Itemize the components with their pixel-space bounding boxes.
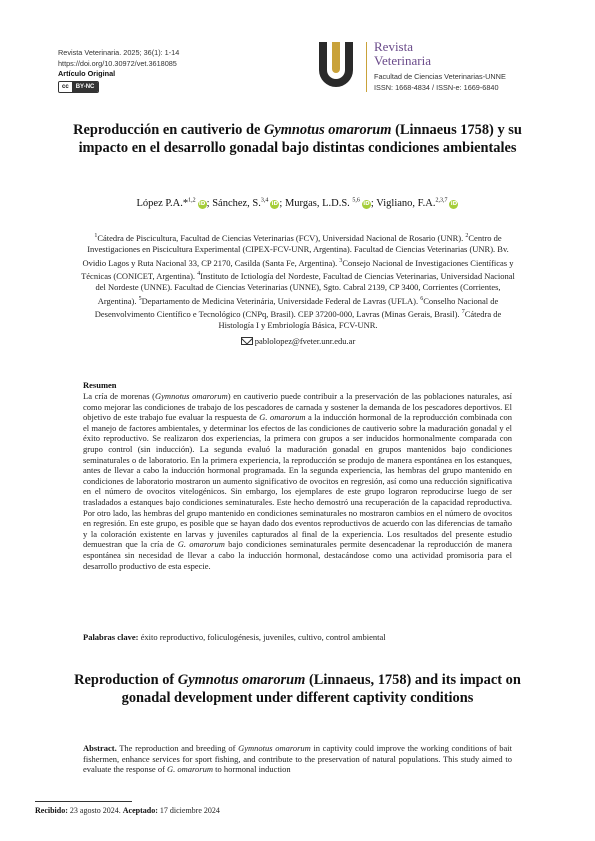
species-name: G. omarorum [167,764,213,775]
author-4 [376,198,458,209]
dates-footer [35,806,220,815]
journal-name [374,40,564,67]
author-sup: 5,6 [352,197,360,203]
journal-faculty: Facultad de Ciencias Veterinarias-UNNE [374,72,506,81]
title-en-pre: Reproduction of [74,672,178,688]
title-en-post: (Linnaeus, 1758) and its impact on gonadal development under different captivity conditions [121,672,521,706]
species-name: G. omarorum [177,539,225,550]
title-es-species: Gymnotus omarorum [263,122,392,138]
affil-sup: 1 [94,233,98,239]
affil-sup: 6 [420,295,424,302]
author-list [60,197,535,209]
author-sep: ; [279,197,285,209]
species-name: Gymnotus omarorum [238,743,311,753]
journal-issn: ISSN: 1668-4834 / ISSN-e: 1669-6840 [374,82,499,92]
author-sup: 1,2 [188,197,196,203]
title-spanish [70,121,525,157]
affil-sup: 7 [461,308,465,315]
author-sep: ; [370,197,377,209]
journal-name-line1: Revista [374,39,413,54]
abstract-label: Abstract. [83,743,117,753]
unne-u-logo-icon [316,40,356,92]
cc-license-badge[interactable] [58,81,99,93]
title-es-pre: Reproducción en cautiverio de [73,122,264,138]
article-type: Artículo Original [58,69,116,78]
title-en-species: Gymnotus omarorum [177,672,306,688]
keywords-label: Palabras clave: [83,632,139,642]
orcid-icon[interactable]: iD [450,200,458,207]
email-link[interactable]: pablolopez@fveter.unr.edu.ar [254,336,356,346]
author-sup: 3,4 [260,197,269,203]
abstract-text: in captivity could improve the working conditions of bait fishermen, enhance services for sport fishing, and contribute to the preservation of natural populations. This study aimed to evaluate the response of [83,743,512,775]
corresponding-email [78,336,518,346]
affiliation: Cátedra de Piscicultura, Facultad de Ciencias Veterinarias (FCV), Universidad Nacional de Rosario (UNR). [97,232,466,243]
affiliation: Departamento de Medicina Veterinária, Universidade Federal de Lavras (UFLA). [141,295,421,306]
affiliation: Consejo Nacional de Investigaciones Científicas y Técnicas (CONICET, Argentina). [81,257,514,281]
affiliation: Instituto de Ictiología del Nordeste, Facultad de Ciencias Veterinarias, Universidad Nacional del Nordeste (UNNE). Facultad de Ciencias Veterinarias (UNNE), Sgto. Cabral 2139, CP 3400, Corrientes (Corrientes, Argentina). [95,270,515,306]
author-1 [137,198,213,209]
author-sup: 2,3,7 [435,197,448,203]
species-name: G. omarorum [259,412,306,423]
keywords [83,632,512,642]
resumen-text: ) en cautiverio puede contribuir a la preservación de las poblaciones naturales, así como mejorar las condiciones de trabajo de los pescadores de carnada y sostener la demanda de los pescadores deportivos. El objetivo de este trabajo fue evaluar la respuesta de [83,391,512,423]
footnote-rule [35,801,132,802]
orcid-icon[interactable]: iD [271,200,279,207]
resumen-body [83,391,512,571]
affil-sup: 2 [465,233,469,239]
header-divider [366,42,367,92]
abstract-body [83,743,512,775]
title-es-post: (Linnaeus 1758) y su impacto en el desarrollo gonadal bajo distintas condiciones ambientales [78,122,522,156]
resumen-heading: Resumen [83,380,117,390]
affiliation: Cátedra de Histología I y Embriología Básica, FCV-UNR. [218,308,502,330]
journal-name-line2: Veterinaria [374,52,432,68]
accepted-label: Aceptado: [122,806,158,815]
cc-icon: cc [59,82,72,92]
affiliation: Centro de Investigaciones en Piscicultura Experimental (CIPEX-FCV-UNR, Argentina). Facultad de Ciencias Veterinarias (UNR). Bv. Ovidio Lagos y Ruta Nacional 33, CP 2170, Casilda (Santa Fe, Argentina). [82,232,509,268]
received-date: 23 agosto 2024. [67,806,123,815]
resumen-text: bajo condiciones seminaturales permite desencadenar la reproducción de manera espontánea sin necesidad de llevar a cabo la inducción hormonal, destacándose como una actividad promisoria para el desarrollo productivo de esta especie. [83,539,513,571]
species-name: Gymnotus omarorum [155,391,228,401]
author-name: Sánchez, S. [212,197,261,209]
author-name: Murgas, L.D.S. [284,197,353,209]
resumen-text: La cría de morenas ( [83,391,156,401]
header-citation-block [58,48,278,93]
resumen-text: a la inducción hormonal de la reproducción combinada con el manejo de factores ambientales, y determinar los efectos de las condiciones de cautiverio sobre la maduración gonadal y el éxito reproductivo. Se realizaron dos experiencias, la primera con grupos a ser inducidos hormonalmente comparada con grupo control (sin inducción). La segunda evaluó la maduración gonadal en grupos mantenidos bajo condiciones seminaturales o de laboratorio. En la primera experiencia, la reproducción se produjo de manera espontánea en los estanques, antes de llevar a cabo la inducción hormonal programada. En la segunda experiencia, las hembras del grupo mantenido en condiciones de laboratorio mostraron un aumento significativo de ovocitos en regresión, así como una reducción significativa en el número de ovocitos vitelogénicos. Sin embargo, los ejemplares de este grupo lograron reproducirse luego de ser trasladados a estanques bajo condiciones seminaturales. Este hecho demostró una recuperación de la capacidad reproductiva. Por otro lado, las hembras del grupo mantenido en condiciones seminaturales no mostraron cambios en el número de ovocitos en regresión. En este grupo, es posible que se hayan dado dos eventos reproductivos de acuerdo con las diferencias de tamaño y la coloración existente en larvas y juveniles capturados al final de la experiencia. Los resultados del presente estudio demuestran que la cría de [83,412,512,550]
author-2 [212,198,285,209]
license-label: BY-NC [72,82,99,92]
journal-identity [374,40,564,93]
author-sep: ; [206,197,213,209]
citation: Revista Veterinaria. 2025; 36(1): 1-14 [58,48,180,57]
received-label: Recibido: [35,806,68,815]
author-3 [285,198,376,209]
abstract-text: The reproduction and breeding of [116,743,239,753]
orcid-icon[interactable]: iD [198,200,206,207]
title-english [70,671,525,707]
affiliation: Conselho Nacional de Desenvolvimento Científico e Tecnológico (CNPq, Brasil). CEP 37200-000, Lavras (Minas Gerais, Brasil). [94,295,499,319]
affiliations [78,231,518,331]
keywords-text: éxito reproductivo, foliculogénesis, juveniles, cultivo, control ambiental [138,632,386,642]
author-name: López P.A.* [136,197,189,209]
abstract-text: to hormonal induction [213,764,291,775]
affil-sup: 4 [197,270,201,277]
affil-sup: 5 [138,295,142,302]
envelope-icon [241,337,253,345]
doi-link[interactable]: https://doi.org/10.30972/vet.3618085 [58,58,177,68]
affil-sup: 3 [339,257,343,264]
author-name: Vigliano, F.A. [376,197,436,209]
orcid-icon[interactable]: iD [363,200,370,207]
accepted-date: 17 diciembre 2024 [157,806,220,815]
